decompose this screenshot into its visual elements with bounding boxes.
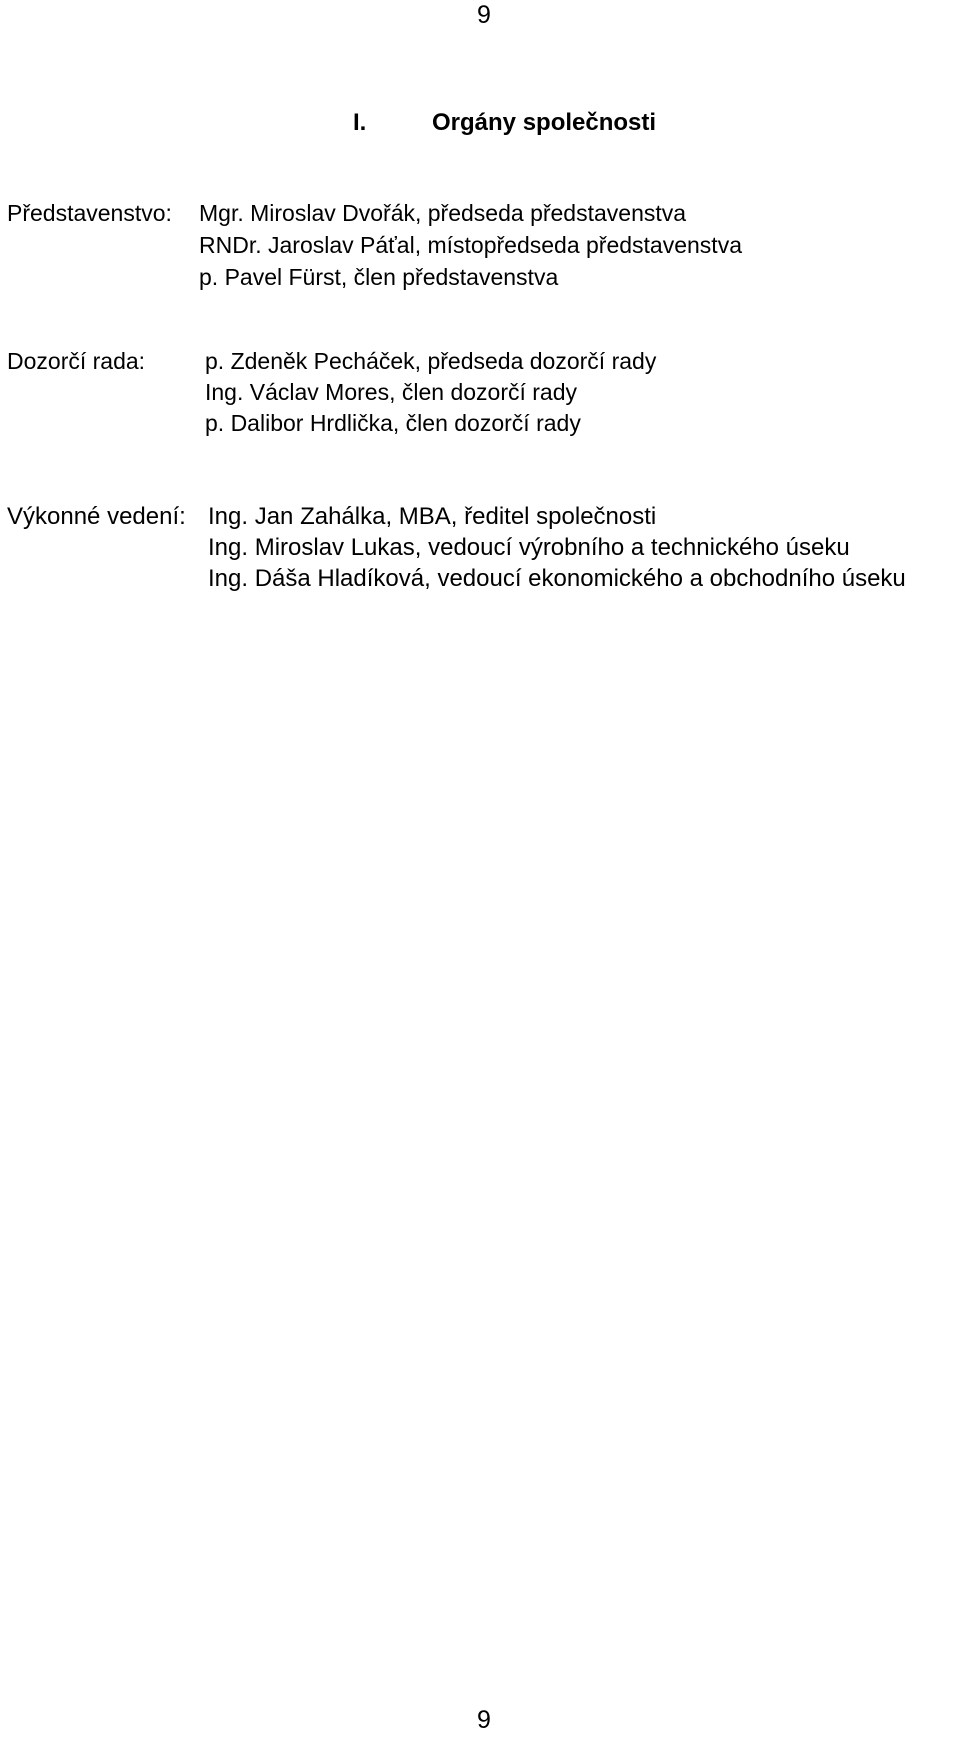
board-member: RNDr. Jaroslav Páťal, místopředseda představenstva	[199, 232, 742, 258]
executive-member: Ing. Miroslav Lukas, vedoucí výrobního a technického úseku	[208, 534, 850, 561]
executive-management-label: Výkonné vedení:	[7, 503, 186, 530]
section-heading	[353, 108, 656, 138]
board-member: Mgr. Miroslav Dvořák, předseda představenstva	[199, 200, 687, 226]
supervisory-board-label: Dozorčí rada:	[7, 348, 146, 374]
section-number: I.	[353, 109, 367, 136]
executive-member: Ing. Dáša Hladíková, vedoucí ekonomického a obchodního úseku	[208, 565, 906, 592]
page-number-bottom: 9	[477, 1706, 491, 1734]
executive-member: Ing. Jan Zahálka, MBA, ředitel společnosti	[208, 503, 657, 530]
page-number-top: 9	[477, 1, 491, 29]
board-label: Představenstvo:	[7, 200, 172, 226]
supervisory-board-member: p. Zdeněk Pecháček, předseda dozorčí rady	[205, 348, 657, 374]
board-member: p. Pavel Fürst, člen představenstva	[199, 264, 559, 290]
supervisory-board-member: Ing. Václav Mores, člen dozorčí rady	[205, 379, 577, 405]
section-title: Orgány společnosti	[432, 109, 657, 136]
supervisory-board-member: p. Dalibor Hrdlička, člen dozorčí rady	[205, 410, 581, 436]
